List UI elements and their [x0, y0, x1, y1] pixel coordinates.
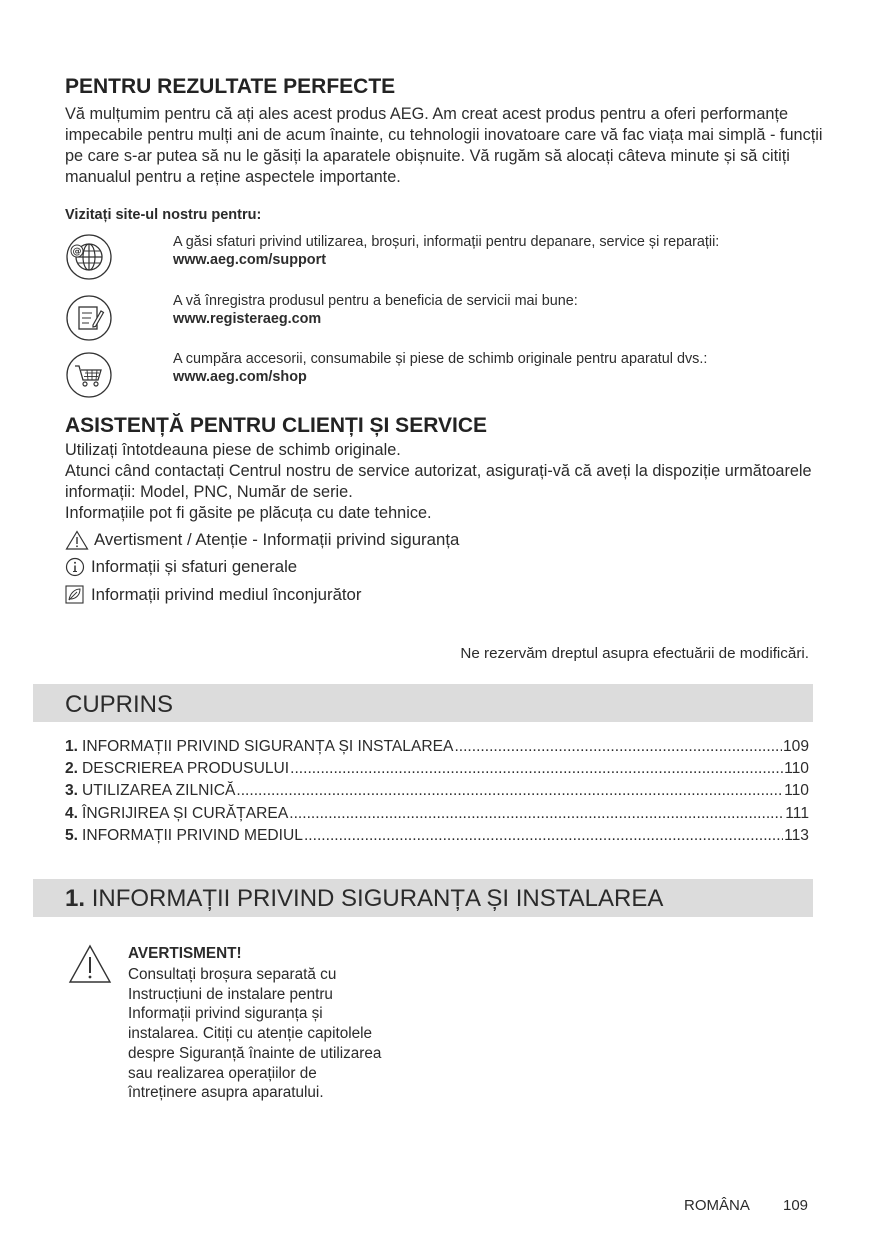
toc-dot-leader [454, 736, 782, 758]
register-link-block [173, 292, 813, 328]
globe-at-icon [65, 233, 113, 281]
legend-environment-text: Informații privind mediul înconjurător [91, 585, 362, 604]
register-link-text: A vă înregistra produsul pentru a beneficia de servicii mai bune: [173, 293, 578, 309]
toc-entry-label: UTILIZAREA ZILNICĂ [82, 782, 236, 800]
register-url-link[interactable]: www.registeraeg.com [173, 311, 322, 327]
section1-header-band [33, 879, 813, 917]
warning-text: Consultați broșura separată cu Instrucțiuni de instalare pentru Informații privind siguranța și instalarea. Citiți cu atenție capitolele despre Siguranță înainte de utilizarea sau realizarea operațiilor de întreținere asupra aparatului. [128, 966, 382, 1102]
legend-info-text: Informații și sfaturi generale [91, 557, 298, 576]
shop-link-block [173, 350, 813, 386]
cs-line: Atunci când contactați Centrul nostru de service autorizat, asigurați-vă că aveți la dispoziție următoarele informații: Model, PNC, Număr de serie. [65, 462, 812, 501]
leaf-icon [65, 585, 86, 605]
toc-dot-leader [304, 825, 783, 847]
reserve-note: Ne rezervăm dreptul asupra efectuării de modificări. [460, 645, 809, 662]
warning-title: AVERTISMENT! [128, 945, 242, 962]
footer-page-number: 109 [783, 1197, 809, 1214]
section1-title-text: INFORMAȚII PRIVIND SIGURANȚA ȘI INSTALAREA [91, 885, 664, 912]
legend-environment [65, 585, 361, 605]
toc-dot-leader [289, 803, 784, 825]
legend-info [65, 557, 297, 577]
toc-entry-num: 2. [65, 760, 79, 778]
shop-link-text: A cumpăra accesorii, consumabile și piese de schimb originale pentru aparatul dvs.: [173, 351, 708, 367]
warning-icon [65, 530, 89, 550]
toc-entry-page: 110 [784, 760, 809, 778]
toc-entry[interactable] [65, 825, 809, 847]
shopping-cart-icon [65, 351, 113, 399]
support-link-text: A găsi sfaturi privind utilizarea, broșuri, informații pentru depanare, service și reparații: [173, 234, 720, 250]
support-url-link[interactable]: www.aeg.com/support [173, 252, 326, 268]
table-of-contents [65, 736, 809, 847]
customer-service-title: ASISTENȚĂ PENTRU CLIENȚI ȘI SERVICE [65, 414, 487, 437]
toc-entry-label: ÎNGRIJIREA ȘI CURĂȚAREA [82, 804, 289, 822]
toc-entry-num: 4. [65, 804, 79, 822]
toc-dot-leader [236, 780, 783, 802]
toc-entry-label: INFORMAȚII PRIVIND SIGURANȚA ȘI INSTALAREA [82, 738, 454, 755]
intro-paragraph: Vă mulțumim pentru că ați ales acest produs AEG. Am creat acest produs pentru a oferi performanțe impecabile pentru mulți ani de acum înainte, cu tehnologii inovatoare care vă fac viața mai simplă - funcții pe care s-ar putea să nu le găsiți la aparatele obișnuite. Vă rugăm să alocați câteva minute și să citiți manualul pentru a reține aspectele importante. [65, 105, 823, 186]
toc-entry-num: 1. [65, 738, 79, 755]
visit-label: Vizitați site-ul nostru pentru: [65, 207, 262, 223]
legend-warning-text: Avertisment / Atenție - Informații privind siguranța [94, 530, 460, 549]
toc-entry[interactable] [65, 758, 809, 780]
toc-entry-label: INFORMAȚII PRIVIND MEDIUL [82, 826, 303, 844]
contents-title: CUPRINS [65, 691, 174, 718]
toc-entry-page: 110 [784, 782, 809, 800]
toc-dot-leader [290, 758, 783, 780]
shop-url-link[interactable]: www.aeg.com/shop [173, 369, 307, 385]
cs-line: Informațiile pot fi găsite pe plăcuța cu date tehnice. [65, 504, 432, 522]
toc-entry-page: 111 [785, 804, 809, 822]
footer-language: ROMÂNA [684, 1197, 750, 1214]
toc-entry-num: 5. [65, 826, 79, 844]
toc-entry[interactable] [65, 736, 809, 758]
customer-service-body [65, 440, 825, 524]
toc-entry[interactable] [65, 780, 809, 802]
legend-warning [65, 530, 459, 550]
section1-number: 1. [65, 885, 86, 912]
svg-text:@: @ [72, 247, 82, 257]
perfect-results-title: PENTRU REZULTATE PERFECTE [65, 75, 396, 98]
cs-line: Utilizați întotdeauna piese de schimb originale. [65, 441, 401, 459]
register-note-icon [65, 294, 113, 342]
toc-entry[interactable] [65, 803, 809, 825]
contents-header-band [33, 684, 813, 722]
toc-entry-page: 113 [784, 826, 809, 844]
section1-title [65, 885, 663, 913]
support-link-block [173, 233, 813, 269]
toc-entry-num: 3. [65, 782, 79, 800]
info-icon [65, 557, 86, 577]
toc-entry-page: 109 [782, 738, 809, 755]
toc-entry-label: DESCRIEREA PRODUSULUI [82, 760, 290, 778]
warning-icon [68, 944, 112, 984]
